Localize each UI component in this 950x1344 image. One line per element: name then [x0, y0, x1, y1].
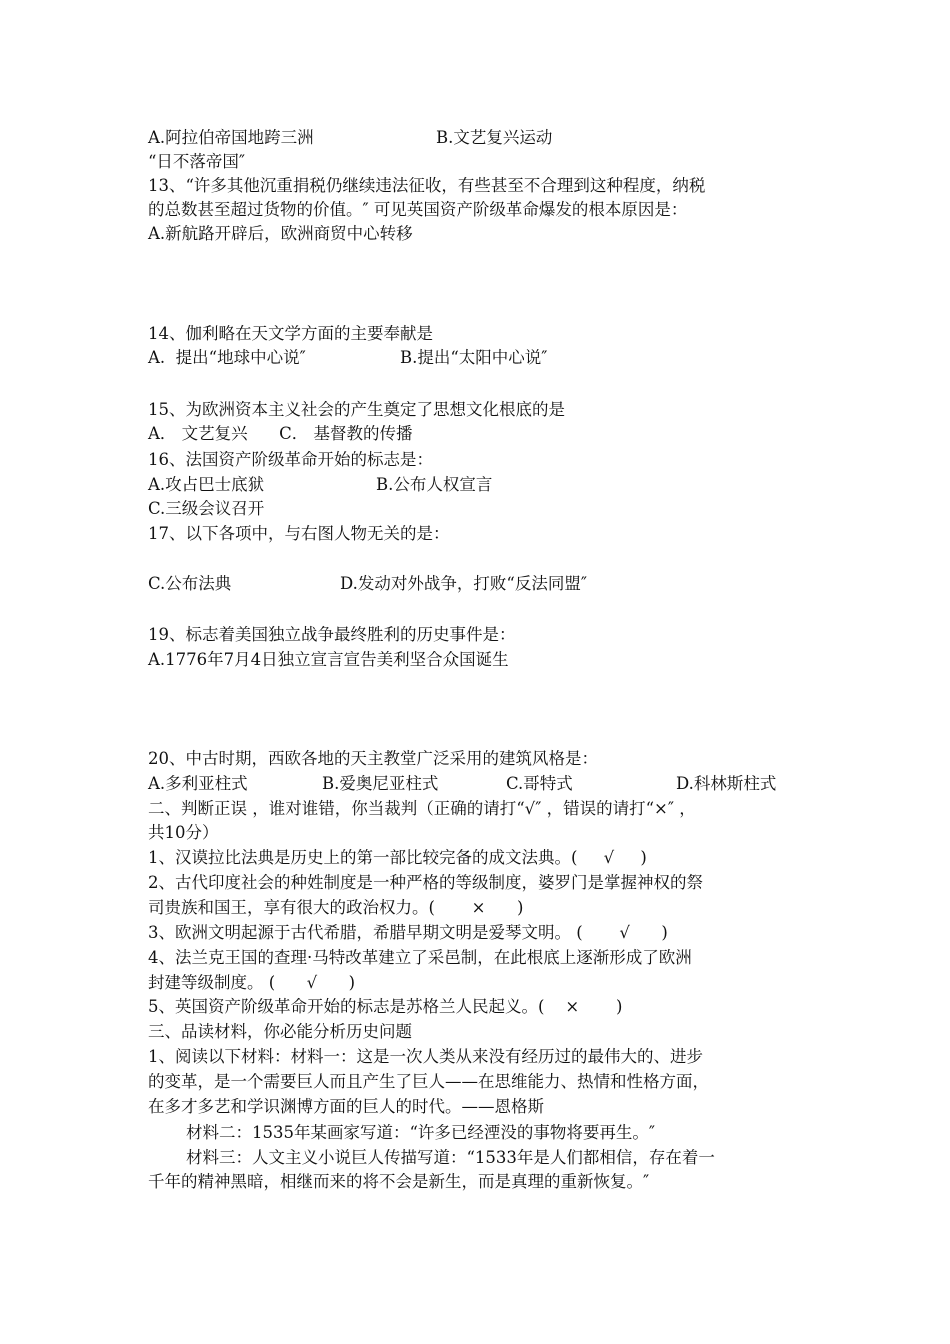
q12-option-b: B.文艺复兴运动 — [436, 128, 553, 147]
q14-option-a: A. 提出“地球中心说″ — [148, 348, 306, 367]
material1-line2: 的变革，是一个需要巨人而且产生了巨人——在思维能力、热情和性格方面， — [148, 1072, 709, 1091]
q12-option-continuation: “日不落帝国″ — [148, 152, 246, 171]
q19-stem: 19、标志着美国独立战争最终胜利的历史事件是： — [148, 625, 516, 644]
q20-option-b: B.爱奥尼亚柱式 — [322, 774, 439, 793]
q13-option-a: A.新航路开辟后，欧洲商贸中心转移 — [148, 224, 413, 243]
q20-option-c: C.哥特式 — [506, 774, 573, 793]
material3-line1: 材料三：人文主义小说巨人传描写道：“1533年是人们都相信，存在着一 — [186, 1148, 715, 1167]
judge-item-2-line1: 2、古代印度社会的种姓制度是一种严格的等级制度，婆罗门是掌握神权的祭 — [148, 873, 703, 892]
q12-option-a: A.阿拉伯帝国地跨三洲 — [148, 128, 314, 147]
q13-stem-line2: 的总数甚至超过货物的价值。″ 可见英国资产阶级革命爆发的根本原因是： — [148, 200, 688, 219]
q14-stem: 14、伽利略在天文学方面的主要奉献是 — [148, 324, 433, 343]
judge-item-2-line2: 司贵族和国王，享有很大的政治权力。( × ) — [148, 898, 524, 917]
q17-stem: 17、以下各项中，与右图人物无关的是： — [148, 524, 450, 543]
q20-option-a: A.多利亚柱式 — [148, 774, 248, 793]
material1-line1: 1、阅读以下材料：材料一：这是一次人类从来没有经历过的最伟大的、进步 — [148, 1047, 703, 1066]
q14-option-b: B.提出“太阳中心说″ — [400, 348, 548, 367]
q20-option-d: D.科林斯柱式 — [676, 774, 777, 793]
section3-title: 三、品读材料，你必能分析历史问题 — [148, 1022, 412, 1041]
section2-title-line1: 二、判断正误 ，谁对谁错，你当裁判（正确的请打“√″ ，错误的请打“×″ ， — [148, 799, 696, 818]
q17-option-d: D.发动对外战争，打败“反法同盟″ — [340, 574, 587, 593]
judge-item-4-line2: 封建等级制度。 ( √ ) — [148, 973, 356, 992]
q16-option-c: C.三级会议召开 — [148, 499, 265, 518]
q20-stem: 20、中古时期，西欧各地的天主教堂广泛采用的建筑风格是： — [148, 749, 598, 768]
q16-option-b: B.公布人权宣言 — [376, 475, 493, 494]
judge-item-1: 1、汉谟拉比法典是历史上的第一部比较完备的成文法典。( √ ) — [148, 848, 647, 867]
q16-option-a: A.攻占巴士底狱 — [148, 475, 265, 494]
q19-option-a: A.1776年7月4日独立宣言宣告美利坚合众国诞生 — [148, 650, 509, 669]
q13-stem-line1: 13、“许多其他沉重捐税仍继续违法征收，有些甚至不合理到这种程度，纳税 — [148, 176, 706, 195]
q15-stem: 15、为欧洲资本主义社会的产生奠定了思想文化根底的是 — [148, 400, 565, 419]
q15-options: A． 文艺复兴 C． 基督教的传播 — [148, 424, 413, 443]
material1-line3: 在多才多艺和学识渊博方面的巨人的时代。——恩格斯 — [148, 1097, 544, 1116]
judge-item-3: 3、欧洲文明起源于古代希腊，希腊早期文明是爱琴文明。 ( √ ) — [148, 923, 668, 942]
q17-option-c: C.公布法典 — [148, 574, 232, 593]
section2-title-line2: 共10分） — [148, 823, 219, 842]
material2: 材料二：1535年某画家写道：“许多已经湮没的事物将要再生。″ — [186, 1123, 656, 1142]
judge-item-4-line1: 4、法兰克王国的查理·马特改革建立了采邑制，在此根底上逐渐形成了欧洲 — [148, 948, 692, 967]
material3-line2: 千年的精神黑暗，相继而来的将不会是新生，而是真理的重新恢复。″ — [148, 1172, 650, 1191]
judge-item-5: 5、英国资产阶级革命开始的标志是苏格兰人民起义。( × ) — [148, 997, 623, 1016]
q16-stem: 16、法国资产阶级革命开始的标志是： — [148, 450, 433, 469]
